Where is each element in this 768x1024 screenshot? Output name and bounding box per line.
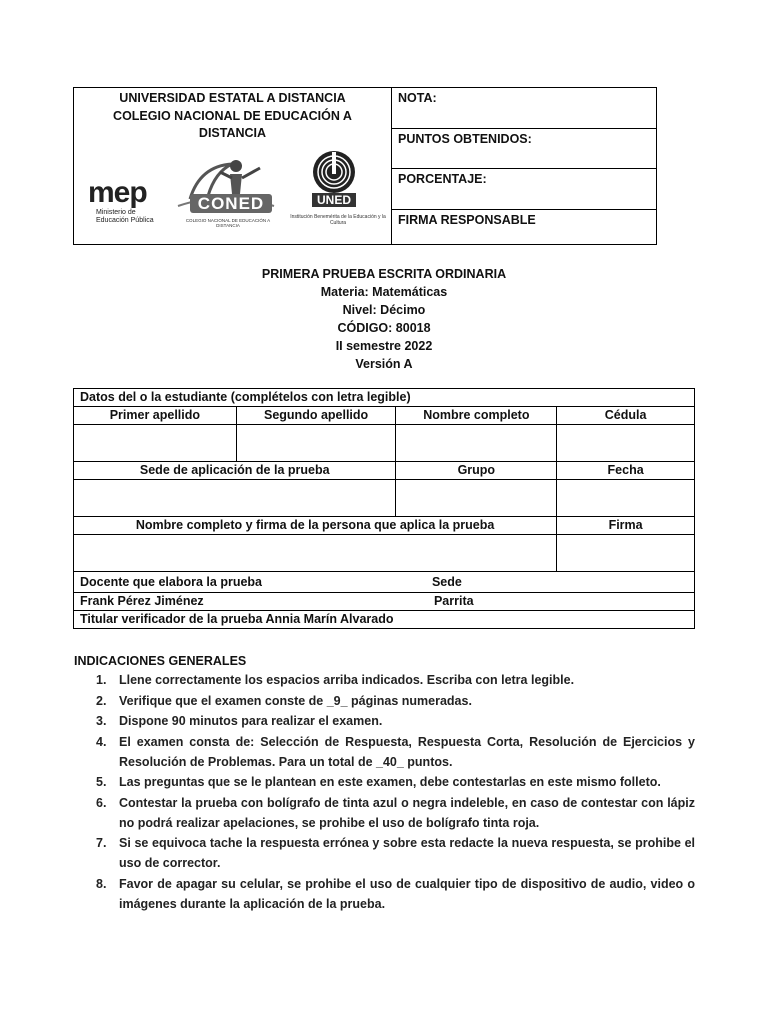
table-row	[74, 535, 695, 572]
version-line: Versión A	[355, 357, 413, 371]
uned-logo	[288, 150, 388, 236]
first-surname-header: Primer apellido	[74, 407, 237, 425]
full-name-input[interactable]	[396, 425, 557, 462]
table-row	[74, 480, 695, 517]
site-input[interactable]	[74, 480, 396, 517]
grade-field[interactable]: NOTA:	[392, 88, 657, 129]
table-row	[74, 517, 695, 535]
institution-name	[74, 90, 391, 143]
table-row	[74, 572, 695, 593]
coned-logo	[170, 154, 280, 234]
item-text: Las preguntas que se le plantean en este examen, debe contestarlas en este mismo folleto.	[119, 775, 661, 789]
exam-title: PRIMERA PRUEBA ESCRITA ORDINARIA	[261, 267, 507, 281]
item-number: 5.	[96, 775, 107, 789]
table-row	[74, 389, 695, 407]
header-box	[73, 87, 657, 245]
teacher-label: Docente que elabora la prueba	[74, 572, 396, 593]
percentage-field[interactable]: PORCENTAJE:	[392, 169, 657, 210]
item-number: 7.	[96, 836, 107, 850]
item-text: El examen consta de: Selección de Respuesta, Respuesta Corta, Resolución de Ejercicios y Resolución de Problemas. Para un total de _40_ puntos.	[119, 734, 695, 769]
item-number: 6.	[96, 795, 107, 810]
indications-title: INDICACIONES GENERALES	[74, 654, 247, 668]
group-input[interactable]	[396, 480, 557, 517]
verifier-line: Titular verificador de la prueba Annia Marín Alvarado	[74, 611, 695, 629]
proctor-header: Nombre completo y firma de la persona que aplica la prueba	[74, 517, 557, 535]
item-text: Contestar la prueba con bolígrafo de tinta azul o negra indeleble, en caso de contestar con lápiz no podrá realizar apelaciones, se prohibe el uso de bolígrafo tinta roja.	[119, 795, 695, 830]
student-table-heading: Datos del o la estudiante (complételos con letra legible)	[74, 389, 695, 407]
signature-input[interactable]	[557, 535, 695, 572]
list-item	[74, 874, 695, 914]
coned-logo-word: CONED	[190, 194, 272, 213]
uned-emblem-icon	[288, 150, 388, 195]
site-label: Sede	[396, 572, 695, 593]
date-input[interactable]	[557, 480, 695, 517]
institution-line: UNIVERSIDAD ESTATAL A DISTANCIA	[119, 91, 346, 105]
indications-list	[74, 670, 695, 914]
item-text: Si se equivoca tache la respuesta errónea y sobre esta redacte la nueva respuesta, se prohibe el uso de corrector.	[119, 836, 695, 870]
signature-header: Firma	[557, 517, 695, 535]
coned-logo-subtitle: COLEGIO NACIONAL DE EDUCACIÓN A DISTANCIA	[185, 218, 271, 228]
id-input[interactable]	[557, 425, 695, 462]
student-data-table	[73, 388, 695, 629]
table-row	[74, 593, 695, 611]
second-surname-header: Segundo apellido	[236, 407, 396, 425]
list-item	[74, 833, 695, 873]
institution-line: DISTANCIA	[198, 126, 267, 140]
site-name: Parrita	[396, 593, 695, 611]
subject-line: Materia: Matemáticas	[320, 285, 448, 299]
list-item	[74, 793, 695, 833]
list-item	[74, 732, 695, 772]
points-field[interactable]: PUNTOS OBTENIDOS:	[392, 129, 657, 170]
item-text: Llene correctamente los espacios arriba indicados. Escriba con letra legible.	[119, 673, 575, 687]
item-number: 4.	[96, 734, 107, 749]
item-text: Verifique que el examen conste de _9_ páginas numeradas.	[119, 693, 472, 708]
mep-logo	[84, 176, 164, 226]
first-surname-input[interactable]	[74, 425, 237, 462]
code-line: CÓDIGO: 80018	[337, 321, 431, 335]
proctor-input[interactable]	[74, 535, 557, 572]
item-number: 8.	[96, 876, 107, 891]
full-name-header: Nombre completo	[396, 407, 557, 425]
mep-logo-subtitle: Ministerio de Educación Pública	[96, 209, 154, 224]
item-number: 3.	[96, 714, 107, 728]
item-number: 1.	[96, 673, 107, 687]
date-header: Fecha	[557, 462, 695, 480]
table-row	[74, 462, 695, 480]
level-line: Nivel: Décimo	[342, 303, 426, 317]
second-surname-input[interactable]	[236, 425, 396, 462]
table-row	[74, 425, 695, 462]
grading-panel	[392, 88, 657, 244]
id-header: Cédula	[557, 407, 695, 425]
mep-logo-word: mep	[88, 176, 147, 209]
list-item	[74, 691, 695, 711]
group-header: Grupo	[396, 462, 557, 480]
table-row	[74, 407, 695, 425]
list-item	[74, 670, 695, 690]
semester-line: II semestre 2022	[335, 339, 433, 353]
uned-logo-word: UNED	[312, 193, 356, 207]
signature-field[interactable]: FIRMA RESPONSABLE	[398, 212, 536, 227]
list-item	[74, 711, 695, 731]
table-row	[74, 611, 695, 629]
list-item	[74, 772, 695, 792]
item-number: 2.	[96, 693, 107, 708]
item-text: Dispone 90 minutos para realizar el examen.	[119, 714, 383, 728]
institution-panel	[74, 88, 392, 244]
site-header: Sede de aplicación de la prueba	[74, 462, 396, 480]
institution-line: COLEGIO NACIONAL DE EDUCACIÓN A	[113, 108, 352, 123]
teacher-name: Frank Pérez Jiménez	[74, 593, 396, 611]
item-text: Favor de apagar su celular, se prohibe el uso de cualquier tipo de dispositivo de audio, video o imágenes durante la aplicación de la prueba.	[119, 876, 695, 911]
exam-titles	[0, 265, 768, 373]
uned-logo-subtitle: Institución Benemérita de la Educación y la Cultura	[290, 214, 386, 226]
